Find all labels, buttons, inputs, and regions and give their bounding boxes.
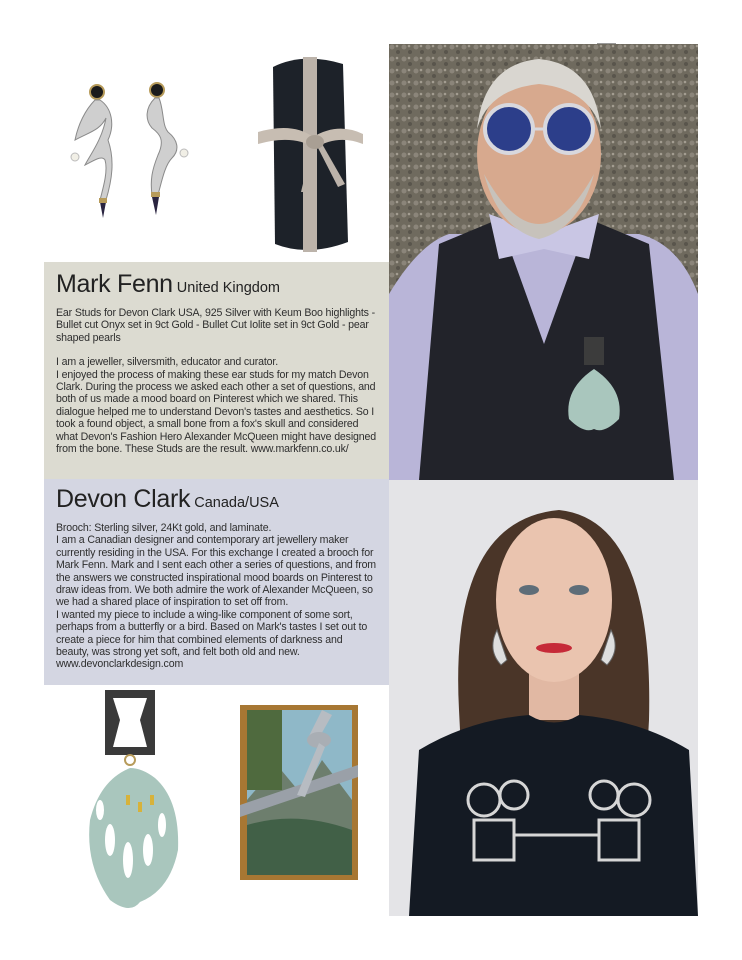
brooch-photo [80,690,185,915]
mark-fenn-panel [44,262,389,479]
artist-name: Mark Fenn [56,270,173,298]
devon-clark-portrait [389,480,698,916]
work-description: Ear Studs for Devon Clark USA, 925 Silver with Keum Boo highlights -Bullet cut Onyx set in 9ct Gold - Bullet Cut Iolite set in 9ct Gold - pear shaped pearls [56,307,375,344]
mark-fenn-portrait [389,44,698,480]
artist-country: Canada/USA [194,495,279,511]
artist-statement: Brooch: Sterling silver, 24Kt gold, and laminate. I am a Canadian designer and contemporary art jewellery maker currently residing in the USA. For this exchange I created a brooch for Mark Fenn. Mark and I sent each other a series of questions, and from the answers we constructed inspirational mood boards on Pinterest to draw ideas from. We both admire the work of Alexander McQueen, so we had a shared place of inspiration to set off from. I wanted my piece to include a wing-like component of some sort, perhaps from a butterfly or a bird. Based on Mark's tastes I set out to create a piece for him that combined elements of darkness and beauty, was strong yet soft, and felt both old and new. www.devonclarkdesign.com [56,522,376,671]
postcard-package-photo [237,705,362,880]
mark-fenn-heading [56,270,378,299]
artist-statement: I am a jeweller, silversmith, educator and curator. I enjoyed the process of making these ear studs for my match Devon Clark. During the process we asked each other a set of questions, and both of us made a mood board on Pinterest which we shared. This dialogue helped me to understand Devon's tastes and aesthetics. So I took a found object, a small bone from a fox's skull and considered what Devon's Fashion Hero Alexander McQueen might have designed from the bone. These Studs are the result. www.markfenn.co.uk/ [56,356,376,456]
artist-country: United Kingdom [176,280,280,296]
devon-clark-heading [56,485,378,514]
artist-name: Devon Clark [56,485,191,513]
earrings-photo [60,70,200,245]
wrapped-package-photo [253,52,368,257]
devon-clark-panel [44,479,389,685]
